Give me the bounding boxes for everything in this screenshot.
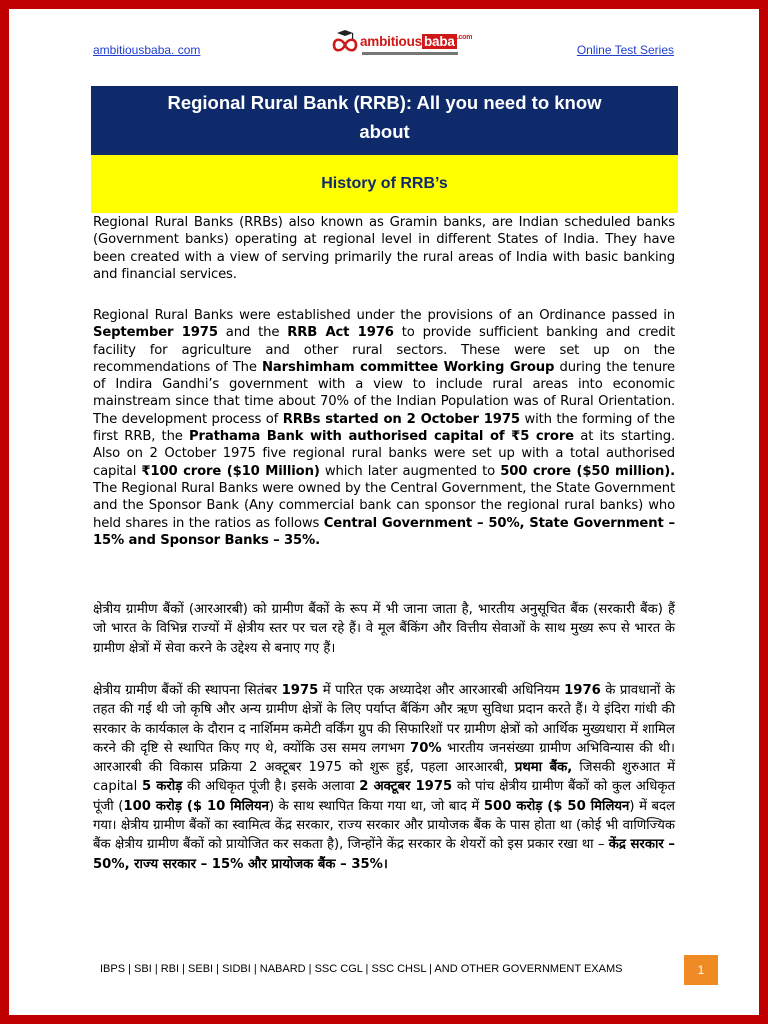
infinity-graduate-icon [328, 26, 362, 60]
logo-wordmark [360, 34, 472, 49]
hindi-intro-paragraph: क्षेत्रीय ग्रामीण बैंकों (आरआरबी) को ग्रामीण बैंकों के रूप में भी जाना जाता है, भारतीय अनुसूचित बैंक (सरकारी बैंक) हैं जो भारत के विभिन्न राज्यों में क्षेत्रीय स्तर पर चल रहे हैं। वे मूल बैंकिंग और वित्तीय सेवाओं के साथ मुख्य रूप से भारत के ग्रामीण क्षेत्रों में सेवा करने के उद्देश्य से बनाए गए हैं। [93, 602, 675, 656]
logo-tagline-bar [362, 52, 458, 55]
hindi-history-paragraph: क्षेत्रीय ग्रामीण बैंकों की स्थापना सितंबर 1975 में पारित एक अध्यादेश और आरआरबी अधिनियम 1976 के प्रावधानों के तहत की गई थी जो कृषि और अन्य ग्रामीण क्षेत्रों के लिए पर्याप्त बैंकिंग और ऋण सुविधा प्रदान करते हैं। ये इंदिरा गांधी की सरकार के कार्यकाल के दौरान द नार्शिमम कमेटी वर्किंग ग्रुप की सिफारिशों पर ग्रामीण क्षेत्रों को आर्थिक मुख्यधारा में शामिल करने की दृष्टि से स्थापित किए गए थे, क्योंकि उस समय लगभग 70% भारतीय जनसंख्या ग्रामीण अभिविन्यास की थी। आरआरबी की विकास प्रक्रिया 2 अक्टूबर 1975 को शुरू हुई, पहला आरआरबी, प्रथमा बैंक, जिसकी शुरुआत में capital 5 करोड़ की अधिकृत पूंजी है। इसके अलावा 2 अक्टूबर 1975 को पांच क्षेत्रीय ग्रामीण बैंकों को कुल अधिकृत पूंजी (100 करोड़ ($ 10 मिलियन) के साथ स्थापित किया गया था, जो बाद में 500 करोड़ ($ 50 मिलियन) में बदल गया। क्षेत्रीय ग्रामीण बैंकों का स्वामित्व केंद्र सरकार, राज्य सरकार और प्रायोजक बैंक के पास होता था (कोई भी वाणिज्यिक बैंक क्षेत्रीय ग्रामीण बैंकों को प्रायोजित कर सकता है), जिन्होंने केंद्र सरकार के शेयरों को इस प्रकार रखा था – केंद्र सरकार – 50%, राज्य सरकार – 15% और प्रायोजक बैंक – 35%। [93, 683, 676, 872]
exam-list: IBPS | SBI | RBI | SEBI | SIDBI | NABARD | SSC CGL | SSC CHSL | AND OTHER GOVERNMENT EXAMS [100, 963, 623, 975]
online-test-series-link[interactable]: Online Test Series [576, 43, 674, 57]
title-line-2: about [359, 121, 410, 142]
title-line-1: Regional Rural Bank (RRB): All you need to know [167, 92, 602, 113]
logo-word-ambitious: ambitious [360, 34, 422, 49]
section-heading: History of RRB’s [91, 155, 678, 213]
intro-paragraph: Regional Rural Banks (RRBs) also known as Gramin banks, are Indian scheduled banks (Government banks) operating at regional level in different States of India. They have been created with a view of serving primarily the rural areas of India with basic banking and financial services. [93, 215, 675, 282]
logo-domain: .com [456, 34, 473, 41]
logo-tagline-strip [362, 51, 458, 56]
history-paragraph: Regional Rural Banks were established under the provisions of an Ordinance passed in September 1975 and the RRB Act 1976 to provide sufficient banking and credit facility for agriculture and other rural sectors. These were set up on the recommendations of The Narshimham committee Working Group during the tenure of Indira Gandhi’s government with a view to include rural areas into economic mainstream since that time about 70% of the Indian Population was of Rural Orientation. The development process of RRBs started on 2 October 1975 with the forming of the first RRB, the Prathama Bank with authorised capital of ₹5 crore at its starting. Also on 2 October 1975 five regional rural banks were set up with a total authorised capital ₹100 crore ($10 Million) which later augmented to 500 crore ($50 million). The Regional Rural Banks were owned by the Central Government, the State Government and the Sponsor Bank (Any commercial bank can sponsor the regional rural banks) who held shares in the ratios as follows Central Government – 50%, State Government – 15% and Sponsor Banks – 35%. [93, 308, 675, 548]
website-link[interactable]: ambitiousbaba. com [93, 43, 201, 57]
page-header [0, 0, 768, 70]
logo-word-baba: baba [423, 34, 455, 49]
page-footer [0, 955, 768, 985]
document-title [91, 86, 678, 155]
ambitiousbaba-logo [328, 26, 473, 62]
page-number-badge: 1 [684, 955, 718, 985]
